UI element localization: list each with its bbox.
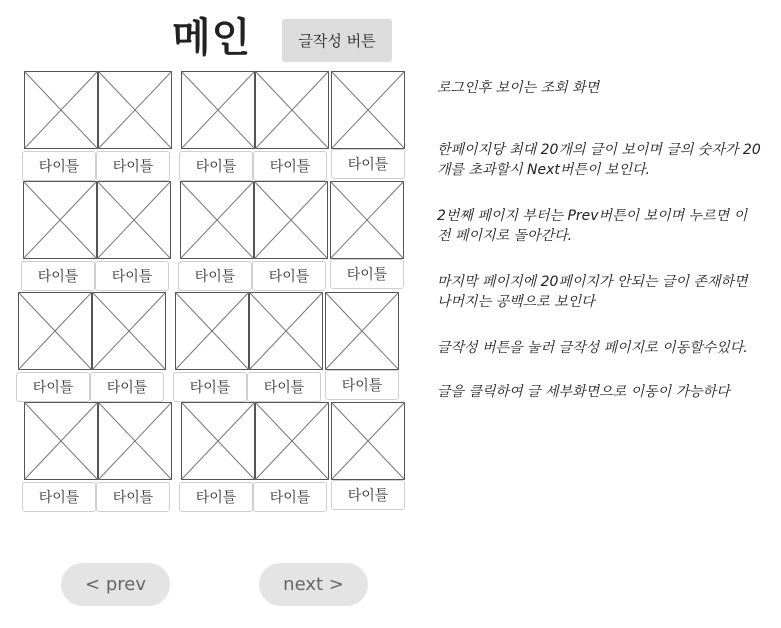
post-title[interactable]: 타이틀	[179, 151, 253, 181]
post-title[interactable]: 타이틀	[173, 372, 247, 402]
post-title[interactable]: 타이틀	[325, 370, 399, 400]
post-title[interactable]: 타이틀	[247, 372, 321, 402]
post-title[interactable]: 타이틀	[96, 482, 170, 512]
image-placeholder-icon[interactable]	[325, 292, 399, 370]
image-placeholder-icon[interactable]	[97, 181, 171, 259]
image-placeholder-icon[interactable]	[255, 71, 329, 149]
image-placeholder-icon[interactable]	[175, 292, 249, 370]
image-placeholder-icon[interactable]	[98, 71, 172, 149]
note-item: 마지막 페이지에 20페이지가 안되는 글이 존재하면 나머지는 공백으로 보인다	[437, 274, 748, 310]
image-placeholder-icon[interactable]	[255, 402, 329, 480]
image-placeholder-icon[interactable]	[330, 181, 404, 259]
image-placeholder-icon[interactable]	[24, 71, 98, 149]
note-item: 로그인후 보이는 조회 화면	[437, 80, 600, 96]
post-title[interactable]: 타이틀	[253, 151, 327, 181]
post-title[interactable]: 타이틀	[253, 482, 327, 512]
note-item: 글작성 버튼을 눌러 글작성 페이지로 이동할수있다.	[437, 340, 748, 356]
note-item: 2번째 페이지 부터는 Prev버튼이 보이며 누르면 이 전 페이지로 돌아간다.	[437, 208, 748, 244]
post-title[interactable]: 타이틀	[179, 482, 253, 512]
post-title[interactable]: 타이틀	[331, 480, 405, 510]
image-placeholder-icon[interactable]	[180, 181, 254, 259]
write-post-button[interactable]: 글작성 버튼	[282, 19, 392, 62]
post-title[interactable]: 타이틀	[252, 261, 326, 291]
post-title[interactable]: 타이틀	[95, 261, 169, 291]
image-placeholder-icon[interactable]	[18, 292, 92, 370]
prev-button[interactable]: < prev	[61, 563, 170, 606]
post-title[interactable]: 타이틀	[90, 372, 164, 402]
image-placeholder-icon[interactable]	[92, 292, 166, 370]
post-title[interactable]: 타이틀	[22, 151, 96, 181]
post-title[interactable]: 타이틀	[330, 259, 404, 289]
post-title[interactable]: 타이틀	[178, 261, 252, 291]
post-title[interactable]: 타이틀	[331, 149, 405, 179]
image-placeholder-icon[interactable]	[23, 181, 97, 259]
image-placeholder-icon[interactable]	[331, 71, 405, 149]
image-placeholder-icon[interactable]	[331, 402, 405, 480]
next-button[interactable]: next >	[259, 563, 368, 606]
post-title[interactable]: 타이틀	[21, 261, 95, 291]
note-item: 한페이지당 최대 20개의 글이 보이며 글의 숫자가 20 개를 초과할시 Next버튼이 보인다.	[437, 142, 761, 178]
post-title[interactable]: 타이틀	[16, 372, 90, 402]
image-placeholder-icon[interactable]	[254, 181, 328, 259]
post-title[interactable]: 타이틀	[22, 482, 96, 512]
image-placeholder-icon[interactable]	[24, 402, 98, 480]
note-item: 글을 클릭하여 글 세부화면으로 이동이 가능하다	[437, 384, 730, 400]
image-placeholder-icon[interactable]	[181, 71, 255, 149]
page-title: 메인	[172, 15, 252, 61]
post-grid	[0, 0, 420, 520]
image-placeholder-icon[interactable]	[181, 402, 255, 480]
post-title[interactable]: 타이틀	[96, 151, 170, 181]
image-placeholder-icon[interactable]	[98, 402, 172, 480]
image-placeholder-icon[interactable]	[249, 292, 323, 370]
